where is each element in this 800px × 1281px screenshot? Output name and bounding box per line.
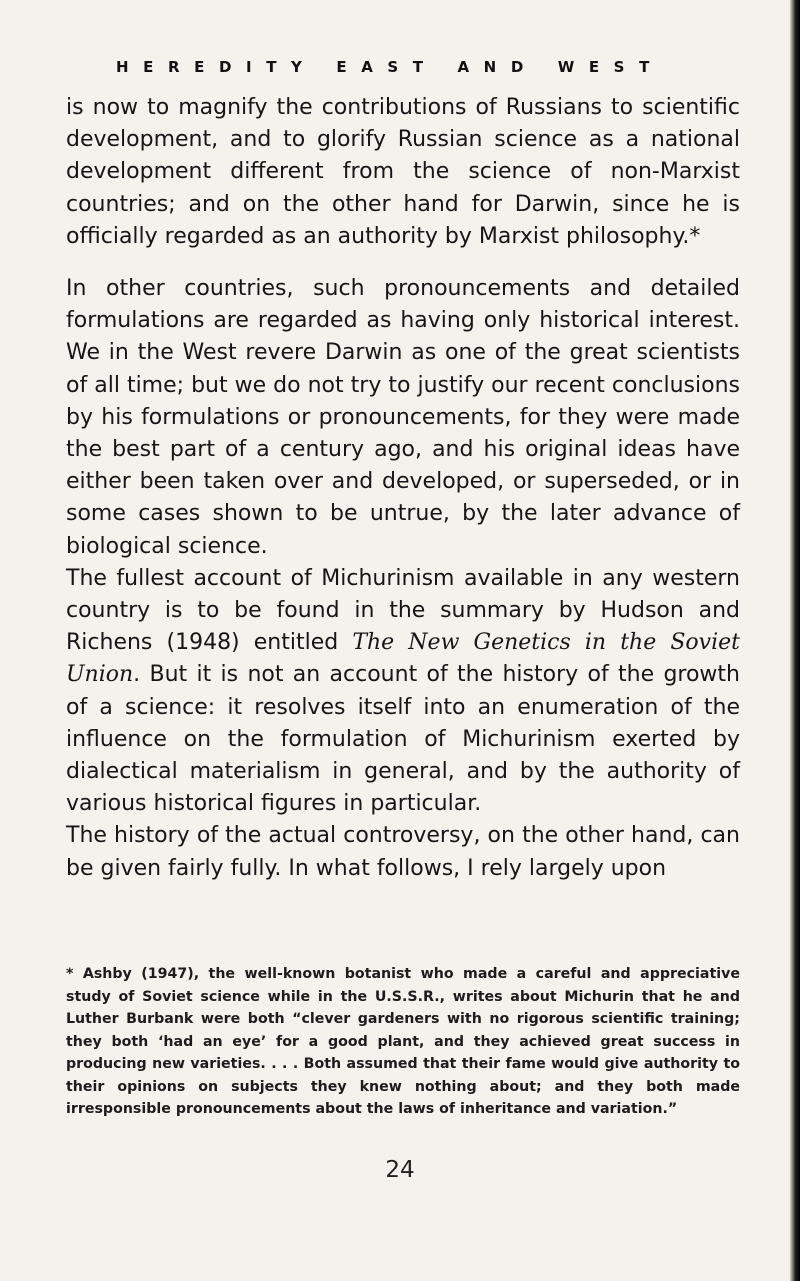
paragraph-3 [66,563,740,821]
paragraph-2: In other countries, such pronouncements and detailed formulations are regarded as having only historical interest. We in the West revere Darwin as one of the great scientists of all time; but we do not try to justify our recent conclusions by his formulations or pronouncements, for they were made the best part of a century ago, and his original ideas have either been taken over and developed, or superseded, or in some cases shown to be untrue, by the later advance of biological science. [66,276,740,559]
paragraph-1: is now to magnify the contributions of Russians to scientific development, and to glorify Russian science as a national development different from the science of non-Marxist countries; and on the other hand for Darwin, since he is officially regarded as an authority by Marxist philosophy.* [66,95,740,249]
page-edge-shadow [790,0,800,1281]
footnote [66,963,740,1121]
running-head: HEREDITY EAST AND WEST [116,58,664,76]
book-title: The New Genetics in the Soviet Union [66,630,740,688]
page-number: 24 [385,1157,415,1183]
paragraph-4: The history of the actual controversy, on the other hand, can be given fairly fully. In what follows, I rely largely upon [66,823,740,881]
footnote-text: * Ashby (1947), the well-known botanist who made a careful and appreciative study of Soviet science while in the U.S.S.R., writes about Michurin that he and Luther Burbank were both “clever gardeners with no rigorous scientific training; they both ‘had an eye’ for a good plant, and they achieved great success in producing new varieties. . . . Both assumed that their fame would give authority to their opinions on subjects they knew nothing about; and they both made irresponsible pronouncements about the laws of inheritance and variation.” [66,966,740,1117]
body-text [66,92,740,885]
paragraph-3-rest: . But it is not an account of the history of the growth of a science: it resolves itself into an enumeration of the influence on the formulation of Michurinism exerted by dialectical materialism in general, and by the authority of various historical figures in particular. [66,662,740,817]
paragraph-3-lead: The fullest account of Michurinism available in any western country is to be found in the summary by Hudson and Richens (1948) entitled [66,565,740,656]
